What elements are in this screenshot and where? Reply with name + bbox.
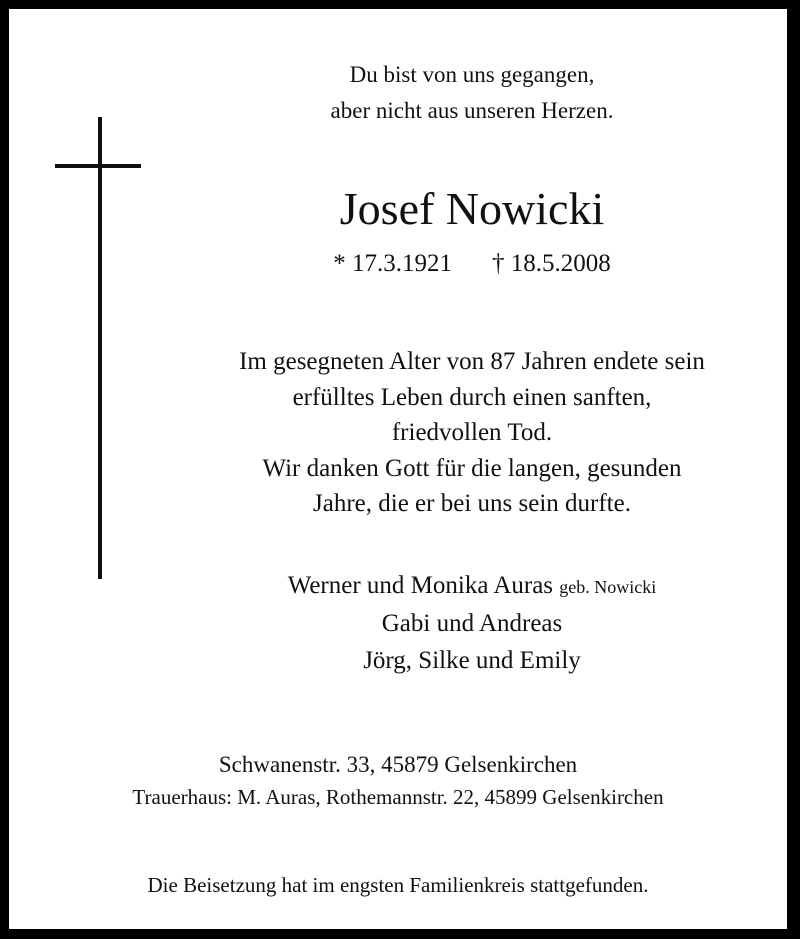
- family-line: [176, 573, 768, 598]
- text-line: Wir danken Gott für die langen, gesunden: [262, 455, 682, 482]
- birth-date: * 17.3.1921: [333, 250, 452, 277]
- address-line: Schwanenstr. 33, 45879 Gelsenkirchen: [218, 752, 578, 777]
- quote-line: aber nicht aus unseren Herzen.: [330, 98, 614, 123]
- text-line: erfülltes Leben durch einen sanften,: [292, 384, 652, 411]
- quote-line: Du bist von uns gegangen,: [349, 62, 595, 87]
- death-date: † 18.5.2008: [492, 250, 611, 277]
- dates: [176, 251, 768, 276]
- address-line: Trauerhaus: M. Auras, Rothemannstr. 22, 45899 Gelsenkirchen: [132, 785, 664, 809]
- text-line: Im gesegneten Alter von 87 Jahren endete sein: [239, 348, 705, 375]
- cross-icon-bar: [55, 164, 141, 168]
- family-line: Gabi und Andreas: [381, 610, 563, 637]
- text-line: Jahre, die er bei uns sein durfte.: [313, 490, 631, 517]
- family-names: Werner und Monika Auras: [287, 572, 554, 599]
- deceased-name: Josef Nowicki: [339, 183, 605, 234]
- cross-icon: [98, 117, 102, 579]
- family-line: Jörg, Silke und Emily: [363, 647, 581, 674]
- text-line: friedvollen Tod.: [391, 419, 553, 446]
- funeral-note: Die Beisetzung hat im engsten Familienkreis stattgefunden.: [147, 873, 649, 897]
- maiden-name-note: geb. Nowicki: [559, 577, 657, 597]
